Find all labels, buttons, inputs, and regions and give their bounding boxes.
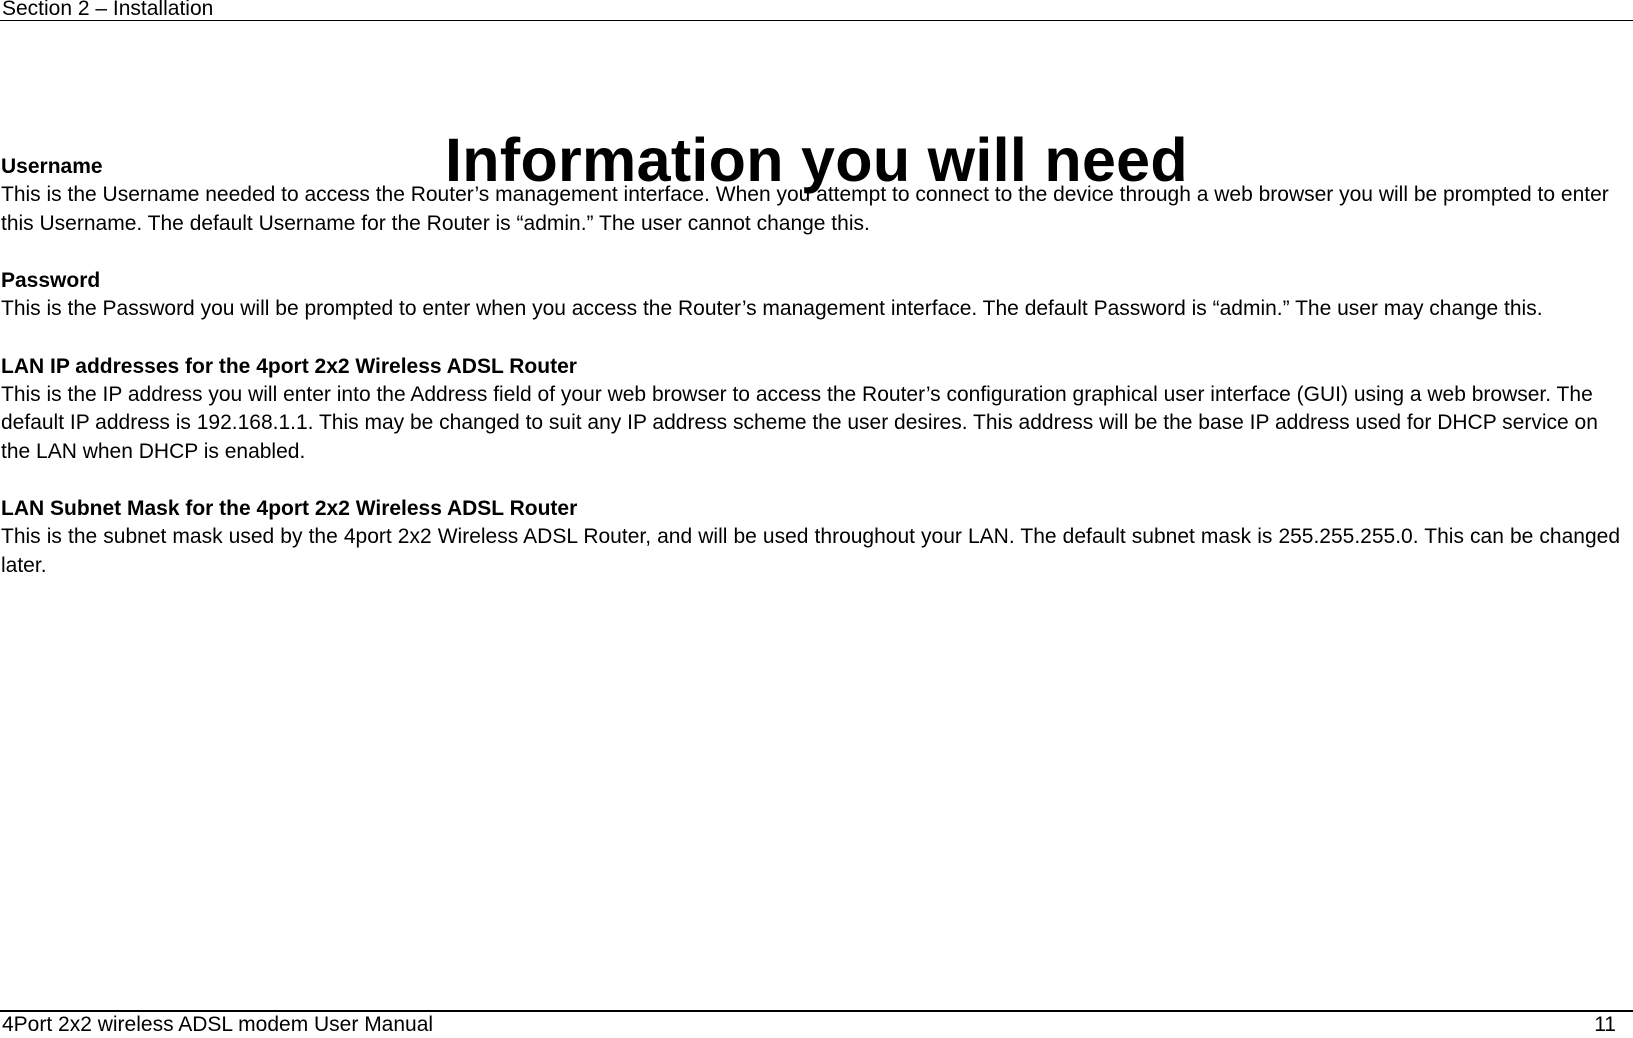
section-body: This is the Username needed to access the Router’s management interface. When you attempt to connect to the device through a web browser you will be prompted to enter this Username. The default Username for the Router is “admin.” The user cannot change this. bbox=[1, 183, 1609, 235]
section-password bbox=[1, 267, 1620, 324]
page-header bbox=[0, 0, 1633, 21]
section-body: This is the subnet mask used by the 4port 2x2 Wireless ADSL Router, and will be used throughout your LAN. The default subnet mask is 255.255.255.0. This can be changed later. bbox=[1, 525, 1620, 577]
manual-title: 4Port 2x2 wireless ADSL modem User Manual bbox=[2, 1013, 434, 1036]
page-footer bbox=[0, 1010, 1633, 1038]
section-label: Section 2 – Installation bbox=[2, 0, 214, 20]
section-heading: LAN IP addresses for the 4port 2x2 Wireless ADSL Router bbox=[1, 354, 577, 378]
section-body: This is the IP address you will enter into the Address field of your web browser to access the Router’s configuration graphical user interface (GUI) using a web browser. The default IP address is 192.168.1.1. This may be changed to suit any IP address scheme the user desires. This address will be the base IP address used for DHCP service on the LAN when DHCP is enabled. bbox=[1, 382, 1598, 463]
page-title: Information you will need bbox=[445, 125, 1188, 194]
section-heading: Username bbox=[1, 155, 103, 178]
page-number: 11 bbox=[1594, 1013, 1616, 1036]
document-body bbox=[1, 153, 1620, 609]
section-lan-ip bbox=[1, 353, 1620, 467]
section-username bbox=[1, 153, 1620, 238]
section-heading: Password bbox=[1, 269, 101, 292]
section-body: This is the Password you will be prompted to enter when you access the Router’s management interface. The default Password is “admin.” The user may change this. bbox=[1, 297, 1543, 320]
section-lan-subnet-mask bbox=[1, 495, 1620, 580]
section-heading: LAN Subnet Mask for the 4port 2x2 Wireless ADSL Router bbox=[1, 497, 578, 520]
